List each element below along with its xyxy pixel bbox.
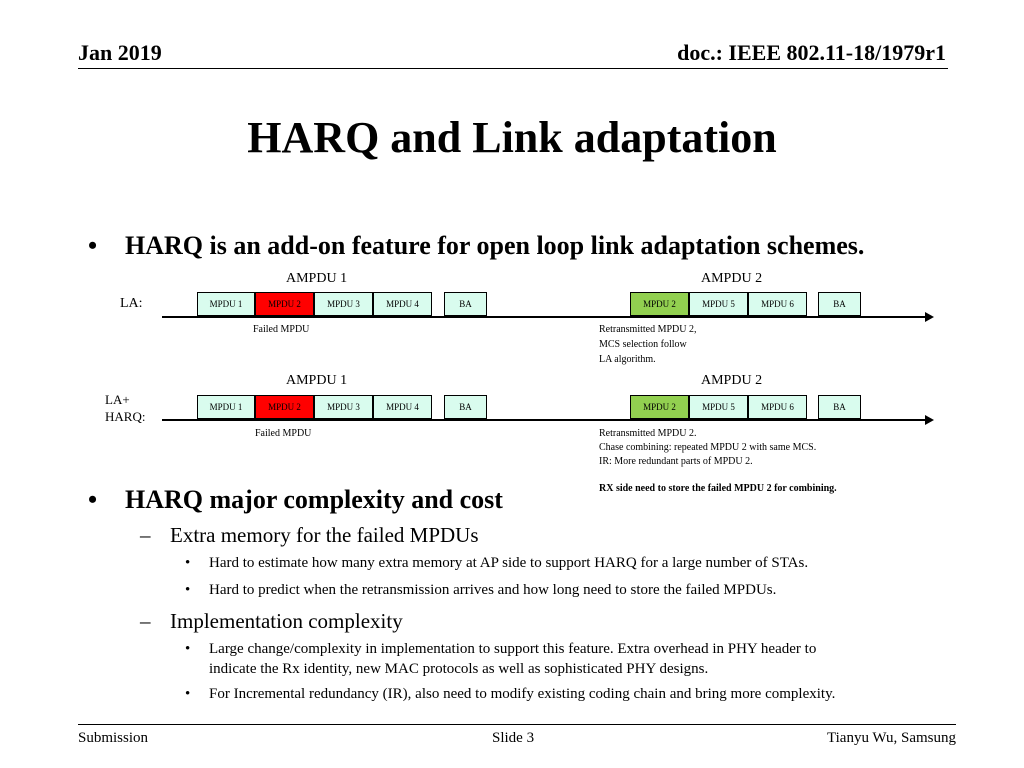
- row1-note-2: MCS selection follow: [599, 339, 687, 350]
- bullet-dot: •: [88, 231, 98, 260]
- row2-ampdu1-label: AMPDU 1: [286, 373, 348, 388]
- footer-author: Tianyu Wu, Samsung: [826, 730, 956, 746]
- dot-1a: •: [185, 555, 191, 571]
- footer-submission: Submission: [78, 730, 149, 746]
- row1-mpdu-5: MPDU 5: [689, 292, 748, 316]
- row1-ba-1: BA: [444, 292, 487, 316]
- row1-ampdu2-label: AMPDU 2: [701, 271, 763, 286]
- sub2-item-2: For Incremental redundancy (IR), also need to modify existing coding chain and bring more complexity.: [209, 686, 836, 702]
- dot-2b: •: [185, 686, 191, 702]
- row1-mpdu-2-failed: MPDU 2: [255, 292, 314, 316]
- row2-failed-note: Failed MPDU: [255, 428, 312, 439]
- bullet-dot: •: [88, 485, 98, 514]
- row1-timeline: [162, 316, 926, 318]
- footer-rule: [78, 724, 956, 725]
- row2-la-harq-label-2: HARQ:: [105, 409, 146, 424]
- sub2-item-1-line-2: indicate the Rx identity, new MAC protocols as well as sophisticated PHY designs.: [209, 661, 709, 677]
- row1-ba-2: BA: [818, 292, 861, 316]
- row2-ampdu2-label: AMPDU 2: [701, 373, 763, 388]
- footer-slide-number: Slide 3: [492, 730, 535, 746]
- row2-mpdu-2-failed: MPDU 2: [255, 395, 314, 419]
- header-doc-id: doc.: IEEE 802.11-18/1979r1: [677, 40, 946, 65]
- dot-2a: •: [185, 641, 191, 657]
- row2-mpdu-3: MPDU 3: [314, 395, 373, 419]
- row2-timeline-arrowhead: [925, 415, 934, 425]
- row2-mpdu-4: MPDU 4: [373, 395, 432, 419]
- row1-mpdu-6: MPDU 6: [748, 292, 807, 316]
- row2-mpdu-1: MPDU 1: [197, 395, 255, 419]
- row1-ampdu1-label: AMPDU 1: [286, 271, 348, 286]
- row2-note-bold: RX side need to store the failed MPDU 2 for combining.: [599, 483, 837, 494]
- bullet-1-text: HARQ is an add-on feature for open loop link adaptation schemes.: [125, 231, 865, 260]
- dash-2: –: [140, 609, 151, 633]
- row2-timeline: [162, 419, 926, 421]
- row2-mpdu-6: MPDU 6: [748, 395, 807, 419]
- row1-mpdu-3: MPDU 3: [314, 292, 373, 316]
- row1-failed-note: Failed MPDU: [253, 324, 310, 335]
- sub-bullet-1-text: Extra memory for the failed MPDUs: [170, 523, 479, 547]
- row2-la-harq-label-1: LA+: [105, 392, 130, 407]
- row1-mpdu-4: MPDU 4: [373, 292, 432, 316]
- sub-bullet-2-text: Implementation complexity: [170, 609, 403, 633]
- header-rule: [78, 68, 948, 69]
- row2-ba-2: BA: [818, 395, 861, 419]
- row2-note-2: Chase combining: repeated MPDU 2 with same MCS.: [599, 442, 817, 453]
- dash-1: –: [140, 523, 151, 547]
- row1-timeline-arrowhead: [925, 312, 934, 322]
- row1-la-label: LA:: [120, 296, 143, 311]
- row2-mpdu-5: MPDU 5: [689, 395, 748, 419]
- bullet-2-text: HARQ major complexity and cost: [125, 485, 503, 514]
- row1-note-1: Retransmitted MPDU 2,: [599, 324, 697, 335]
- sub1-item-1: Hard to estimate how many extra memory at AP side to support HARQ for a large number of STAs.: [209, 555, 809, 571]
- row2-mpdu-2-retransmitted: MPDU 2: [630, 395, 689, 419]
- header-date: Jan 2019: [78, 40, 162, 65]
- slide-title: HARQ and Link adaptation: [247, 113, 777, 162]
- dot-1b: •: [185, 582, 191, 598]
- row1-note-3: LA algorithm.: [599, 354, 656, 365]
- sub2-item-1-line-1: Large change/complexity in implementation to support this feature. Extra overhead in PHY header to: [209, 641, 817, 657]
- sub1-item-2: Hard to predict when the retransmission arrives and how long need to store the failed MPDUs.: [209, 582, 777, 598]
- row1-mpdu-1: MPDU 1: [197, 292, 255, 316]
- row2-note-3: IR: More redundant parts of MPDU 2.: [599, 456, 753, 467]
- row1-mpdu-2-retransmitted: MPDU 2: [630, 292, 689, 316]
- row2-ba-1: BA: [444, 395, 487, 419]
- row2-note-1: Retransmitted MPDU 2.: [599, 428, 697, 439]
